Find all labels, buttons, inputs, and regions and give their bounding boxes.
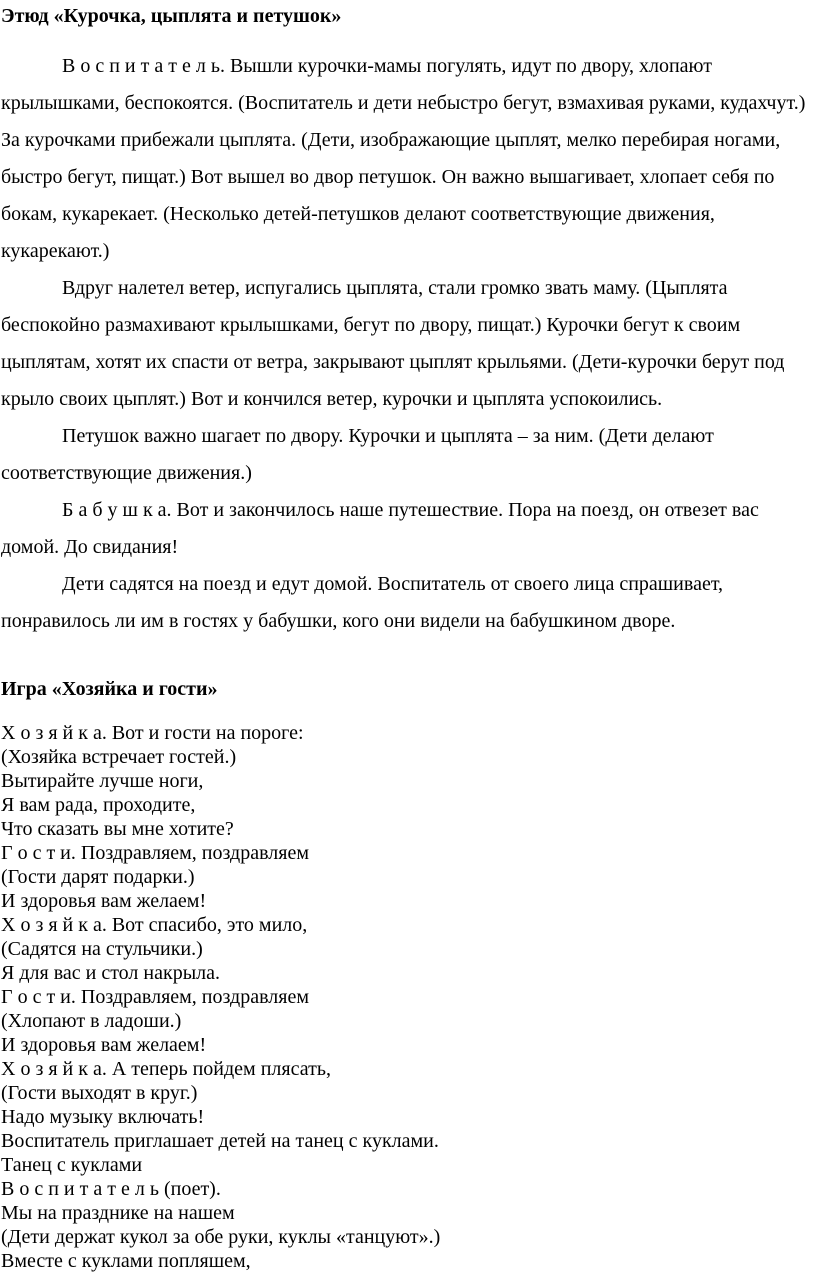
script-line: Что сказать вы мне хотите?	[1, 818, 234, 840]
paragraph: Дети садятся на поезд и едут домой. Воспитатель от своего лица спрашивает, понравилось ли им в гостях у бабушки, кого они видели на бабушкином дворе.	[1, 573, 724, 632]
script-line: Вытирайте лучше ноги,	[1, 770, 204, 792]
script-line: Мы на празднике на нашем	[1, 1202, 235, 1224]
paragraph: Б а б у ш к а. Вот и закончилось наше путешествие. Пора на поезд, он отвезет вас домой. До свидания!	[1, 499, 759, 558]
script-line: (Садятся на стульчики.)	[1, 938, 203, 960]
script-line: Воспитатель приглашает детей на танец с куклами.	[1, 1130, 439, 1152]
script-line: Г о с т и. Поздравляем, поздравляем	[1, 986, 309, 1008]
script-line: Х о з я й к а. А теперь пойдем плясать,	[1, 1058, 331, 1080]
script-line: Надо музыку включать!	[1, 1106, 205, 1128]
script-line: И здоровья вам желаем!	[1, 890, 207, 912]
script-line: Х о з я й к а. Вот и гости на пороге:	[1, 722, 304, 744]
etude-text	[0, 48, 814, 640]
script-line: Вместе с куклами попляшем,	[1, 1250, 251, 1272]
script-line: Я для вас и стол накрыла.	[1, 962, 220, 984]
script-line: Я вам рада, проходите,	[1, 794, 196, 816]
script-line: И здоровья вам желаем!	[1, 1034, 207, 1056]
script-line: Х о з я й к а. Вот спасибо, это мило,	[1, 914, 308, 936]
script-line: Танец с куклами	[1, 1154, 143, 1176]
paragraph: В о с п и т а т е л ь. Вышли курочки-мамы погулять, идут по двору, хлопают крылышками, беспокоятся. (Воспитатель и дети небыстро бегут, взмахивая руками, кудахчут.) За курочками прибежали цыплята. (Дети, изображающие цыплят, мелко перебирая ногами, быстро бегут, пищат.) Вот вышел во двор петушок. Он важно вышагивает, хлопает себя по бокам, кукарекает. (Несколько детей-петушков делают соответствующие движения, кукарекают.)	[1, 55, 806, 262]
script-line: (Гости выходят в круг.)	[1, 1082, 198, 1104]
script-line: Г о с т и. Поздравляем, поздравляем	[1, 842, 309, 864]
section-title-etude: Этюд «Курочка, цыплята и петушок»	[1, 5, 342, 27]
script-line: (Хозяйка встречает гостей.)	[1, 746, 237, 768]
paragraph: Вдруг налетел ветер, испугались цыплята, стали громко звать маму. (Цыплята беспокойно размахивают крылышками, бегут по двору, пищат.) Курочки бегут к своим цыплятам, хотят их спасти от ветра, закрывают цыплят крыльями. (Дети-курочки берут под крыло своих цыплят.) Вот и кончился ветер, курочки и цыплята успокоились.	[1, 277, 785, 410]
paragraph: Петушок важно шагает по двору. Курочки и цыплята – за ним. (Дети делают соответствующие движения.)	[1, 425, 714, 484]
game-script	[0, 721, 814, 1273]
script-line: В о с п и т а т е л ь (поет).	[1, 1178, 221, 1200]
script-line: (Хлопают в ладоши.)	[1, 1010, 182, 1032]
script-line: (Дети держат кукол за обе руки, куклы «танцуют».)	[1, 1226, 441, 1248]
script-line: (Гости дарят подарки.)	[1, 866, 195, 888]
section-title-game: Игра «Хозяйка и гости»	[1, 678, 218, 700]
